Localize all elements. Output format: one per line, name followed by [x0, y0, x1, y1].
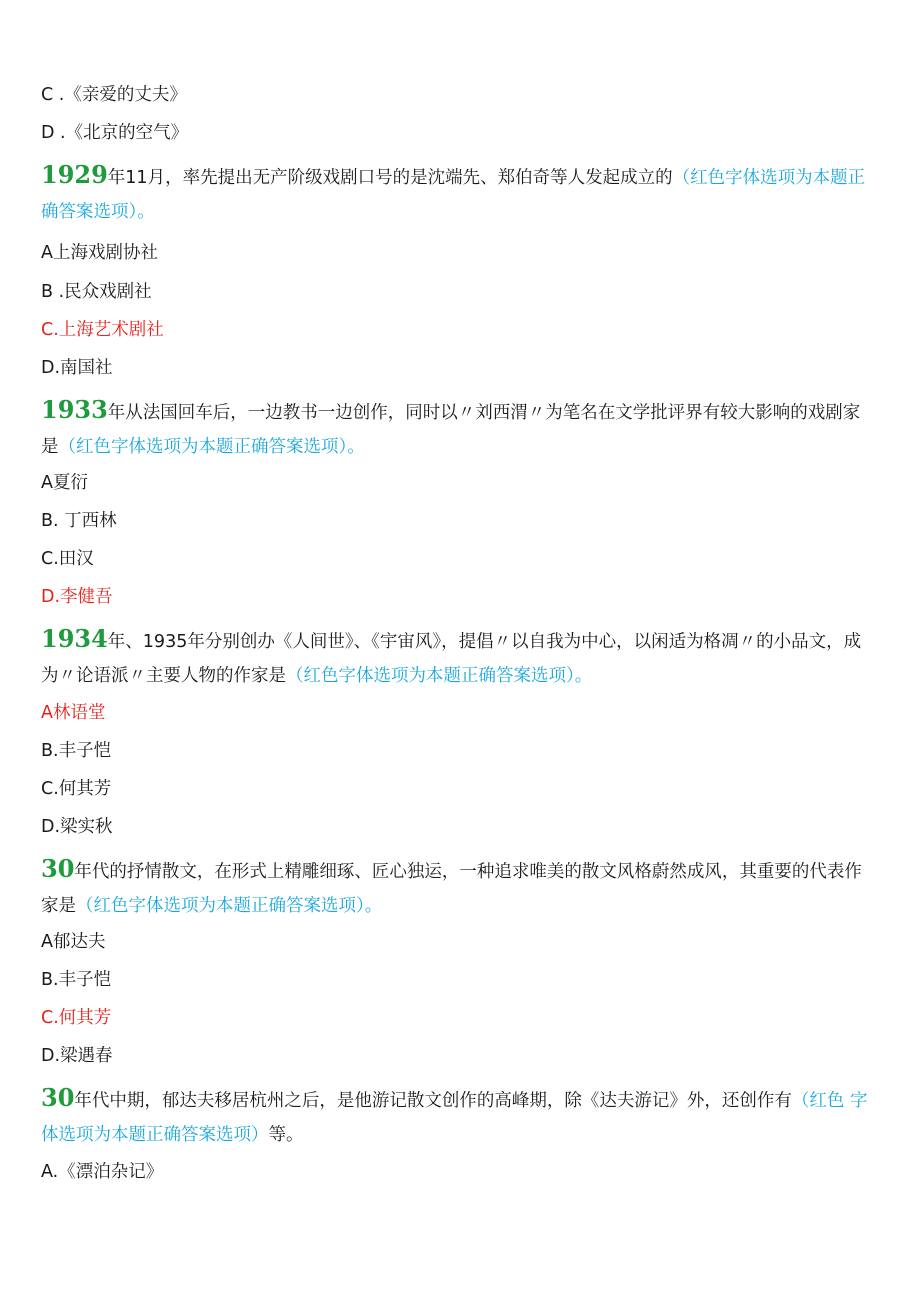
question-paragraph [41, 622, 877, 693]
question-lead-number: 1933 [41, 395, 108, 424]
question-text: 年代中期，郁达夫移居杭州之后，是他游记散文创作的高峰期，除《达夫游记》外，还创作有 [74, 1091, 792, 1111]
option-line: D.梁实秋 [41, 817, 113, 837]
option-line-correct: A林语堂 [41, 703, 106, 723]
question-paragraph [41, 393, 877, 464]
option-line: D .《北京的空气》 [41, 123, 189, 143]
answer-hint: （红色字体选项为本题正确答案选项） [58, 437, 348, 457]
question-text: 年11月，率先提出无产阶级戏剧口号的是沈端先、郑伯奇等人发起成立的 [107, 168, 673, 188]
question-lead-number: 30 [41, 854, 75, 883]
question-tail: 等。 [268, 1125, 304, 1145]
answer-hint: （红色 字体选项为本题正确答案选项） [41, 1091, 868, 1145]
question-paragraph [41, 1081, 877, 1152]
question-lead-number: 30 [41, 1083, 75, 1112]
option-line: D.梁遇春 [41, 1046, 113, 1066]
option-line: A上海戏剧协社 [41, 243, 158, 263]
option-line: A郁达夫 [41, 932, 106, 952]
question-tail: 。 [364, 896, 383, 916]
question-text: 年从法国回车后，一边教书一边创作，同时以〃刘西渭〃为笔名在文学批评界有较大影响的戏剧家是 [41, 403, 861, 457]
question-text: 年、1935年分别创办《人间世》、《宇宙风》，提倡〃以自我为中心，以闲适为格凋〃的小品文，成为〃论语派〃主要人物的作家是 [41, 632, 862, 686]
option-line: A.《漂泊杂记》 [41, 1162, 164, 1182]
answer-hint: （红色字体选项为本题正确答案选项） [76, 896, 365, 916]
option-line: B. 丁西林 [41, 511, 117, 531]
option-line-correct: D.李健吾 [41, 587, 113, 607]
question-text: 年代的抒情散文，在形式上精雕细琢、匠心独运，一种追求唯美的散文风格蔚然成风，其重要的代表作家是 [41, 862, 862, 916]
option-line: C .《亲爱的丈夫》 [41, 85, 187, 105]
option-line: B.丰子恺 [41, 970, 112, 990]
question-paragraph [41, 158, 877, 229]
question-tail: 。 [574, 666, 593, 686]
option-line-correct: C.何其芳 [41, 1008, 112, 1028]
option-line: C.田汉 [41, 549, 94, 569]
option-line: B.丰子恺 [41, 741, 112, 761]
question-paragraph [41, 852, 877, 923]
answer-hint: （红色字体选项为本题正确答案选项） [41, 168, 866, 222]
option-line: A夏衍 [41, 473, 88, 493]
question-tail: 。 [347, 437, 365, 457]
option-line: C.何其芳 [41, 779, 112, 799]
question-lead-number: 1934 [41, 624, 108, 653]
option-line: B .民众戏剧社 [41, 282, 152, 302]
answer-hint: （红色字体选项为本题正确答案选项） [286, 666, 575, 686]
question-lead-number: 1929 [41, 160, 108, 189]
question-tail: 。 [137, 202, 155, 222]
option-line-correct: C.上海艺术剧社 [41, 320, 164, 340]
option-line: D.南国社 [41, 358, 113, 378]
